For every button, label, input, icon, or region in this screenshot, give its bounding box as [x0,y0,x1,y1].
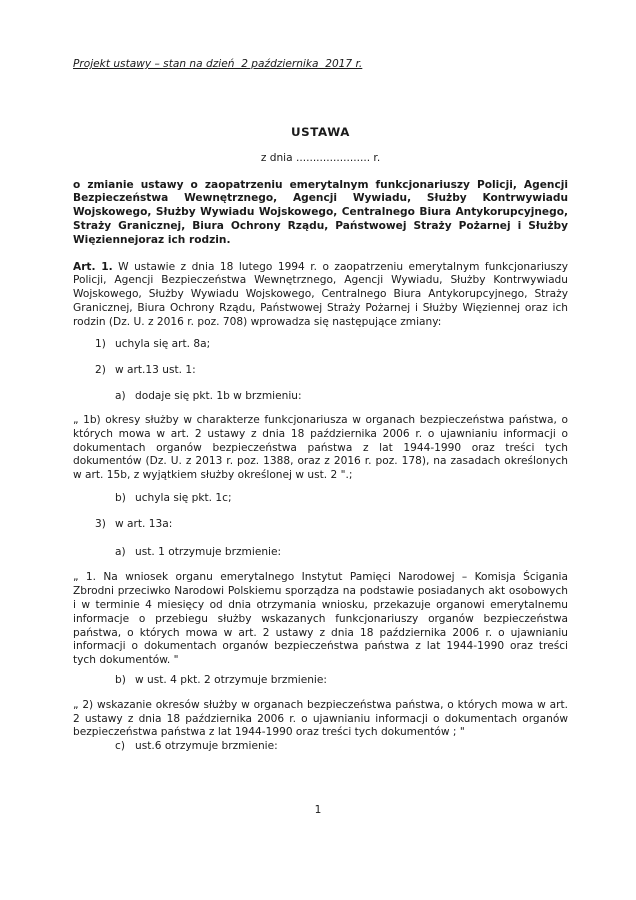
amendment-item-1 [95,338,568,352]
item-number: b) [115,673,126,686]
item-text: w art. 13a: [115,517,173,530]
amendment-item-2 [95,364,568,378]
date-placeholder-line: z dnia ...................... r. [260,151,381,164]
article-1-paragraph [73,261,568,330]
amendment-item-3b [115,674,568,688]
item-number: 1) [95,337,106,350]
quoted-provision-pkt2: „ 2) wskazanie okresów służby w organach bezpieczeństwa państwa, o których mowa w art. 2 ustawy z dnia 18 października 2006 r. o ujawnianiu informacji o dokumentach organów bezpieczeństwa państwa z lat 1944-1990 oraz treści tych dokumentów ; " [73,698,568,739]
item-number: a) [115,390,126,403]
item-text: uchyla się art. 8a; [115,337,211,350]
item-number: 2) [95,364,106,377]
item-text: w art.13 ust. 1: [115,364,196,377]
amendment-item-2a [115,390,568,404]
amendment-item-3a [115,546,568,560]
item-text: dodaje się pkt. 1b w brzmieniu: [135,390,302,403]
amendment-item-2b [115,492,568,506]
article-1-label: Art. 1. [73,260,113,273]
subject-paragraph: o zmianie ustawy o zaopatrzeniu emerytalnym funkcjonariuszy Policji, Agencji Bezpieczeństwa Wewnętrznego, Agencji Wywiadu, Służby Kontrwywiadu Wojskowego, Służby Wywiadu Wojskowego, Centralnego Biura Antykorupcyjnego, Straży Granicznej, Biura Ochrony Rządu, Państwowej Straży Pożarnej i Służby Więziennejoraz ich rodzin. [73,178,568,246]
article-1-text: W ustawie z dnia 18 lutego 1994 r. o zaopatrzeniu emerytalnym funkcjonariuszy Policji, Agencji Bezpieczeństwa Wewnętrznego, Agencji Wywiadu, Służby Kontrwywiadu Wojskowego, Służby Wywiadu Wojskowego, Centralnego Biura Antykorupcyjnego, Straży Granicznej, Biura Ochrony Rządu, Państwowej Straży Pożarnej i Służby Więziennej oraz ich rodzin (Dz. U. z 2016 r. poz. 708) wprowadza się następujące zmiany: [73,260,568,328]
draft-status-note: Projekt ustawy – stan na dzień 2 października 2017 r. [73,58,363,70]
item-text: ust.6 otrzymuje brzmienie: [135,740,278,753]
quoted-provision-ust1: „ 1. Na wniosek organu emerytalnego Instytut Pamięci Narodowej – Komisja Ścigania Zbrodni przeciwko Narodowi Polskiemu sporządza na podstawie posiadanych akt osobowych i w terminie 4 miesięcy od dnia otrzymania wniosku, przekazuje organowi emerytalnemu informacje o przebiegu służby wskazanych funkcjonariuszy organów bezpieczeństwa państwa, o których mowa w art. 2 ustawy z dnia 18 października 2006 r. o ujawnianiu informacji o dokumentach organów bezpieczeństwa państwa z lat 1944-1990 oraz treści tych dokumentów. " [73,571,568,667]
item-text: ust. 1 otrzymuje brzmienie: [135,546,282,559]
amendment-item-3 [95,518,568,532]
page-number: 1 [314,804,322,816]
item-text: uchyla się pkt. 1c; [135,491,232,504]
item-number: a) [115,546,126,559]
item-number: c) [115,740,125,753]
amendment-item-3c [115,740,568,754]
item-number: b) [115,491,126,504]
document-title: USTAWA [290,124,351,139]
quoted-provision-1b: „ 1b) okresy służby w charakterze funkcjonariusza w organach bezpieczeństwa państwa, o których mowa w art. 2 ustawy z dnia 18 października 2006 r. o ujawnianiu informacji o dokumentach organów bezpieczeństwa państwa z lat 1944-1990 oraz treści tych dokumentów (Dz. U. z 2013 r. poz. 1388, oraz z 2016 r. poz. 178), na zasadach określonych w art. 15b, z wyjątkiem służby określonej w ust. 2 ".; [73,413,568,482]
item-number: 3) [95,517,106,530]
item-text: w ust. 4 pkt. 2 otrzymuje brzmienie: [135,673,327,686]
